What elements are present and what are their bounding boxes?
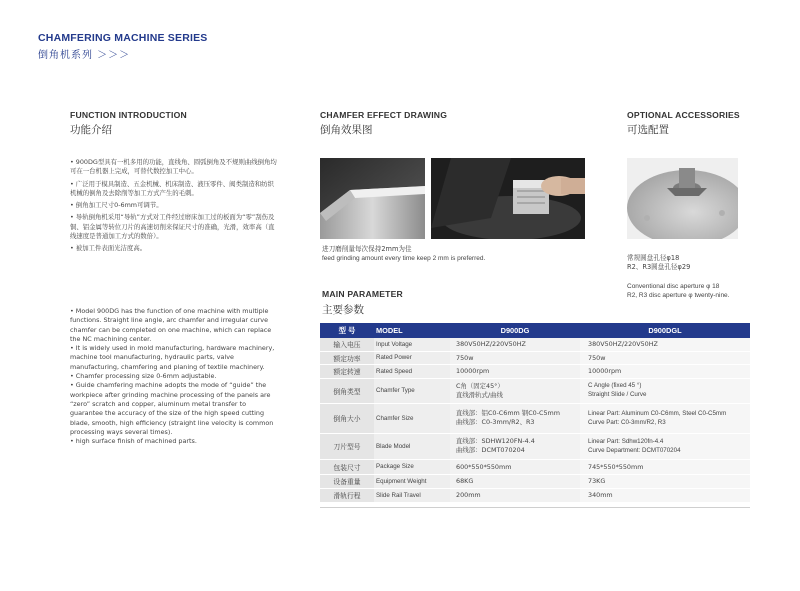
param-name-cn: 滑轨行程 bbox=[320, 488, 374, 502]
param-name-en: Input Voltage bbox=[374, 338, 450, 351]
param-value-d900dgl: 380V50HZ/220V50HZ bbox=[580, 338, 750, 351]
table-row bbox=[320, 338, 750, 351]
param-value-d900dgl: Linear Part: Aluminum C0-C6mm, Steel C0-C5mm Curve Part: C0-3mm/R2, R3 bbox=[580, 403, 750, 433]
param-value-d900dgl: 73KG bbox=[580, 474, 750, 488]
accessories-title: OPTIONAL ACCESSORIES bbox=[627, 110, 740, 120]
param-name-cn: 刀片型号 bbox=[320, 433, 374, 459]
function-en-para: • Model 900DG has the function of one machine with multiple functions. Straight line angle, arc chamfer and irregular curve chamfer can be completed on one machine, which can replace the NC machining center. bbox=[70, 307, 272, 343]
effect-caption-cn: 进刀磨削量每次保持2mm为佳 bbox=[322, 245, 412, 253]
param-value-d900dg: 10000rpm bbox=[450, 364, 580, 378]
function-cn-para: • 900DG型具有一机多用的功能，直线角、圆弧倒角及不规则曲线倒角均可在一台机器上完成，可替代数控加工中心。 bbox=[70, 158, 277, 176]
param-name-en: Chamfer Size bbox=[374, 403, 450, 433]
function-title-cn: 功能介绍 bbox=[70, 124, 112, 136]
param-value-d900dg: C角（固定45°） 直线滑轨式/曲线 bbox=[450, 378, 580, 403]
param-name-en: Equipment Weight bbox=[374, 474, 450, 488]
function-title: FUNCTION INTRODUCTION bbox=[70, 110, 187, 120]
effect-caption-en: feed grinding amount every time keep 2 mm is preferred. bbox=[322, 255, 486, 263]
param-value-d900dg: 600*550*550mm bbox=[450, 459, 580, 474]
accessories-caption-cn: 常规圆盘孔径φ18 R2、R3圆盘孔径φ29 bbox=[627, 254, 691, 272]
effect-caption bbox=[322, 245, 592, 263]
param-name-cn: 额定功率 bbox=[320, 351, 374, 364]
param-value-d900dg: 380V50HZ/220V50HZ bbox=[450, 338, 580, 351]
param-name-en: Rated Speed bbox=[374, 364, 450, 378]
effect-title-cn: 倒角效果图 bbox=[320, 124, 373, 136]
param-name-en: Rated Power bbox=[374, 351, 450, 364]
table-row bbox=[320, 378, 750, 403]
function-cn-para: • 倒角加工尺寸0-6mm可调节。 bbox=[70, 201, 163, 210]
param-name-cn: 倒角类型 bbox=[320, 378, 374, 403]
accessories-caption bbox=[627, 245, 787, 309]
table-row bbox=[320, 364, 750, 378]
function-en-para: • It is widely used in mold manufacturing, hardware machinery, machine tool manufacturing, hydraulic parts, valve manufacturing, chamfering and planing of textile machinery. bbox=[70, 344, 275, 371]
param-name-en: Package Size bbox=[374, 459, 450, 474]
series-subtitle: 倒角机系列 ＞＞＞ bbox=[38, 50, 131, 61]
param-value-d900dg: 直线部：SDHW120FN-4.4 曲线部：DCMT070204 bbox=[450, 433, 580, 459]
header-cell: D900DGL bbox=[580, 323, 750, 338]
param-value-d900dgl: 745*550*550mm bbox=[580, 459, 750, 474]
accessories-title-cn: 可选配置 bbox=[627, 124, 669, 136]
function-en-para: • Guide chamfering machine adopts the mode of “guide” the workpiece after grinding machine processing of the panels are “zero” scratch and copper, aluminum metal transfer to guarantee the accuracy of the size of the high speed cutting blade, smooth, high efficiency (straight line velocity is common processing ways several times). bbox=[70, 381, 274, 436]
series-title: CHAMFERING MACHINE SERIES bbox=[38, 32, 208, 44]
param-value-d900dg: 200mm bbox=[450, 488, 580, 502]
table-row bbox=[320, 433, 750, 459]
param-value-d900dgl: Linear Part: Sdhw120fn-4.4 Curve Department: DCMT070204 bbox=[580, 433, 750, 459]
param-name-en: Blade Model bbox=[374, 433, 450, 459]
accessory-disc-photo bbox=[627, 158, 738, 239]
param-name-cn: 输入电压 bbox=[320, 338, 374, 351]
param-value-d900dgl: 10000rpm bbox=[580, 364, 750, 378]
parameter-table bbox=[320, 323, 750, 503]
function-cn-para: • 广泛用于模具制造、五金机械、机床制造、液压零件、阀类制造和纺织机械的倒角及去除削等加工方式产生的毛刺。 bbox=[70, 179, 274, 197]
param-value-d900dgl: 340mm bbox=[580, 488, 750, 502]
header-cell: MODEL bbox=[374, 323, 450, 338]
param-value-d900dg: 750w bbox=[450, 351, 580, 364]
function-en-para: • high surface finish of machined parts. bbox=[70, 437, 197, 446]
table-row bbox=[320, 488, 750, 502]
table-row bbox=[320, 351, 750, 364]
param-value-d900dg: 直线部：铝C0-C6mm 钢C0-C5mm 曲线部：C0-3mm/R2、R3 bbox=[450, 403, 580, 433]
param-name-en: Chamfer Type bbox=[374, 378, 450, 403]
header-cell: D900DG bbox=[450, 323, 580, 338]
function-cn-para: • 导轨倒角机采用“导轨”方式对工件经过磨床加工过的板面为“零”刮伤及铜、铝金属等转位刀片的高速切削来保证尺寸的准确，光滑，效率高（直线速度是普通加工方式的数倍）。 bbox=[70, 213, 275, 241]
accessories-caption-en: Conventional disc aperture φ 18 R2, R3 disc aperture φ twenty-nine. bbox=[627, 282, 730, 300]
table-row bbox=[320, 403, 750, 433]
param-name-cn: 倒角大小 bbox=[320, 403, 374, 433]
table-bottom-rule bbox=[320, 507, 750, 508]
chamfer-photo-2 bbox=[431, 158, 585, 239]
param-name-en: Slide Rail Travel bbox=[374, 488, 450, 502]
effect-title: CHAMFER EFFECT DRAWING bbox=[320, 110, 448, 120]
function-en-text bbox=[70, 307, 280, 446]
header-cell: 型 号 bbox=[320, 323, 374, 338]
param-name-cn: 额定转速 bbox=[320, 364, 374, 378]
param-value-d900dgl: 750w bbox=[580, 351, 750, 364]
param-name-cn: 包装尺寸 bbox=[320, 459, 374, 474]
param-value-d900dg: 68KG bbox=[450, 474, 580, 488]
series-header bbox=[38, 32, 208, 61]
function-en-para: • Chamfer processing size 0-6mm adjustable. bbox=[70, 372, 217, 381]
params-title-cn: 主要参数 bbox=[322, 304, 364, 316]
function-cn-text bbox=[70, 158, 280, 257]
table-header-row bbox=[320, 323, 750, 338]
chamfer-photo-1 bbox=[320, 158, 425, 239]
function-cn-para: • 被加工件表面光洁度高。 bbox=[70, 244, 147, 253]
param-value-d900dgl: C Angle (fixed 45 °) Straight Slide / Curve bbox=[580, 378, 750, 403]
param-name-cn: 设备重量 bbox=[320, 474, 374, 488]
table-row bbox=[320, 474, 750, 488]
params-title: MAIN PARAMETER bbox=[322, 289, 403, 299]
table-row bbox=[320, 459, 750, 474]
